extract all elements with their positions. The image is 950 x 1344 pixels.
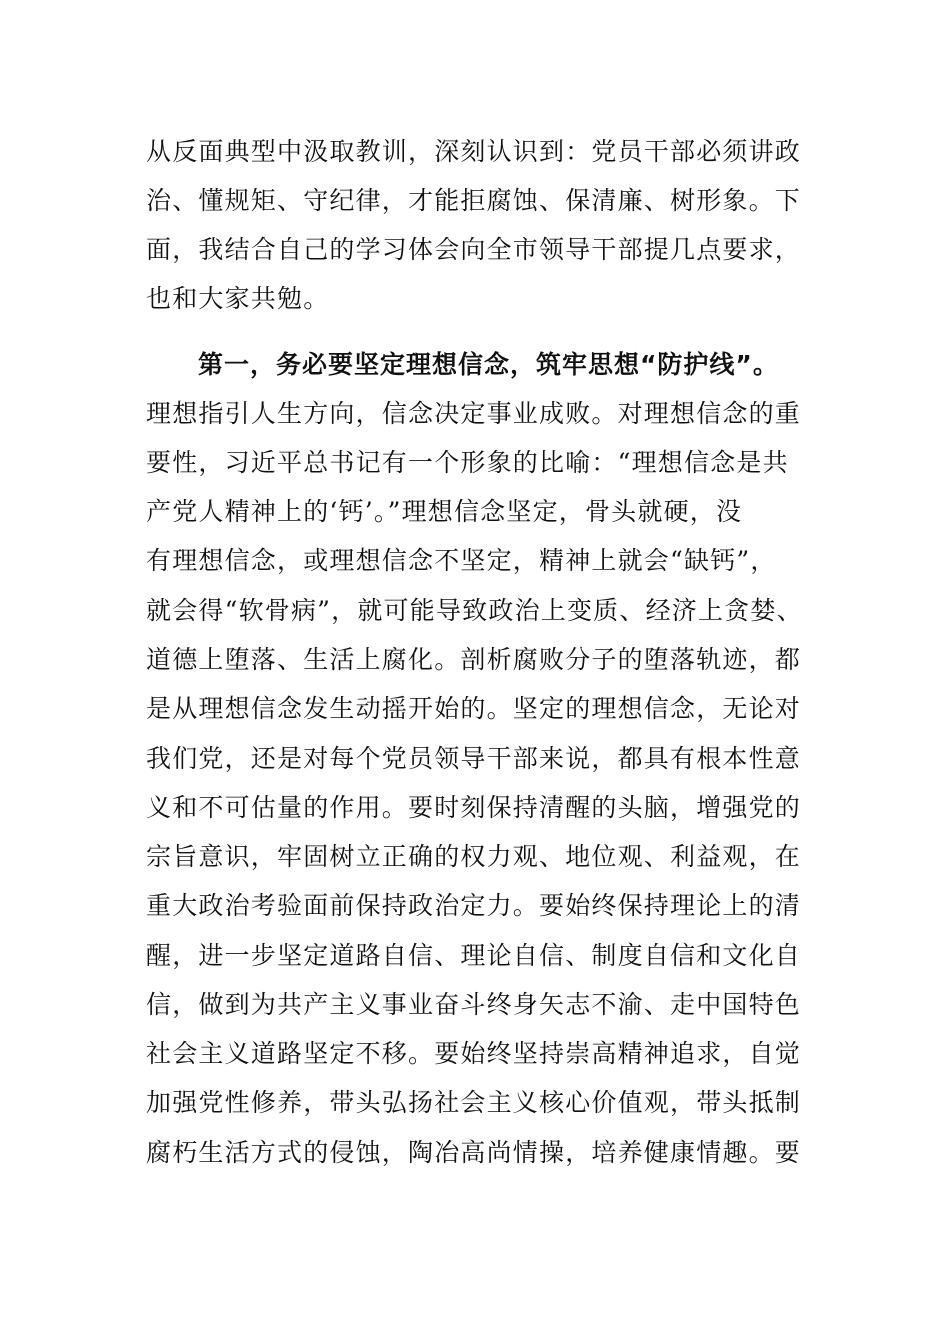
paragraph-line: 就会得“软骨病”，就可能导致政治上变质、经济上贪婪、 [146,596,803,625]
paragraph-line: 醒，进一步坚定道路自信、理论自信、制度自信和文化自 [146,941,802,970]
paragraph-line: 是从理想信念发生动摇开始的。坚定的理想信念，无论对 [146,694,802,723]
paragraph-line: 道德上堕落、生活上腐化。剖析腐败分子的堕落轨迹，都 [146,645,802,674]
paragraph-line: 义和不可估量的作用。要时刻保持清醒的头脑，增强党的 [146,793,802,822]
paragraph-line: 也和大家共勉。 [146,284,330,313]
paragraph-line: 产党人精神上的‘钙’。”理想信念坚定，骨头就硬，没 [146,497,743,526]
paragraph-line: 社会主义道路坚定不移。要始终坚持崇高精神追求，自觉 [146,1039,802,1068]
section-heading: 第一，务必要坚定理想信念，筑牢思想“防护线”。 [198,350,779,379]
paragraph-line: 面，我结合自己的学习体会向全市领导干部提几点要求， [146,235,802,264]
paragraph-line: 从反面典型中汲取教训，深刻认识到：党员干部必须讲政 [146,137,802,166]
paragraph-line: 治、懂规矩、守纪律，才能拒腐蚀、保清廉、树形象。下 [146,186,802,215]
paragraph-line: 信，做到为共产主义事业奋斗终身矢志不渝、走中国特色 [146,990,802,1019]
paragraph-line: 要性，习近平总书记有一个形象的比喻：“理想信念是共 [146,448,789,477]
paragraph-line: 有理想信念，或理想信念不坚定，精神上就会“缺钙”， [146,546,777,575]
paragraph-line: 加强党性修养，带头弘扬社会主义核心价值观，带头抵制 [146,1088,802,1117]
paragraph-line: 重大政治考验面前保持政治定力。要始终保持理论上的清 [146,891,802,920]
paragraph-line: 宗旨意识，牢固树立正确的权力观、地位观、利益观，在 [146,842,802,871]
paragraph-line: 理想指引人生方向，信念决定事业成败。对理想信念的重 [146,399,802,428]
paragraph-line: 我们党，还是对每个党员领导干部来说，都具有根本性意 [146,744,802,773]
paragraph-line: 腐朽生活方式的侵蚀，陶冶高尚情操，培养健康情趣。要 [146,1138,802,1167]
